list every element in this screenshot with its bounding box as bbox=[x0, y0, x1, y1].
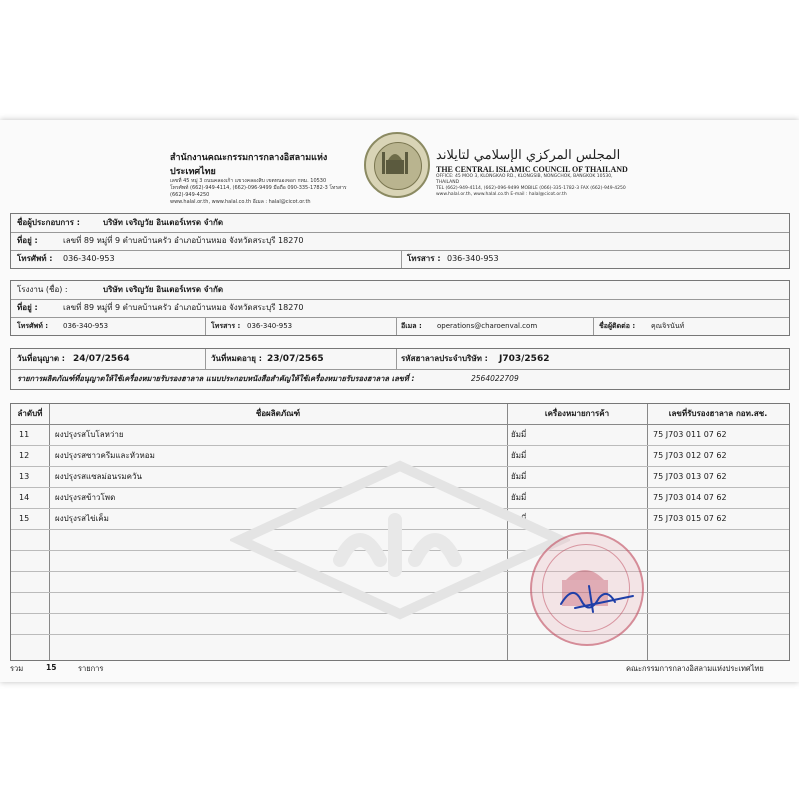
issuer-name: คณะกรรมการกลางอิสลามแห่งประเทศไทย bbox=[626, 664, 764, 673]
company-fax-label: โทรสาร : bbox=[407, 254, 441, 263]
row-cert-number: 75 J703 012 07 62 bbox=[653, 451, 727, 460]
factory-name-label: โรงงาน (ชื่อ) : bbox=[17, 285, 68, 294]
company-name: บริษัท เจริญวัย อินเตอร์เทรด จำกัด bbox=[103, 218, 224, 227]
table-row bbox=[11, 424, 789, 446]
row-cert-number: 75 J703 011 07 62 bbox=[653, 430, 727, 439]
row-product-name: ผงปรุงรสซาวครีมและหัวหอม bbox=[55, 451, 155, 460]
factory-email-label: อีเมล : bbox=[401, 322, 422, 330]
factory-fax-label: โทรสาร : bbox=[211, 322, 241, 330]
table-row bbox=[11, 487, 789, 509]
company-phone-label: โทรศัพท์ : bbox=[17, 254, 53, 263]
factory-address-label: ที่อยู่ : bbox=[17, 303, 38, 312]
row-product-name: ผงปรุงรสแซลม่อนรมควัน bbox=[55, 472, 142, 481]
table-row bbox=[11, 466, 789, 488]
factory-phone: 036-340-953 bbox=[63, 322, 109, 330]
row-number: 14 bbox=[19, 493, 30, 502]
factory-box bbox=[10, 280, 790, 336]
factory-fax: 036-340-953 bbox=[247, 322, 293, 330]
factory-name: บริษัท เจริญวัย อินเตอร์เทรด จำกัด bbox=[103, 285, 224, 294]
company-code-label: รหัสฮาลาลประจำบริษัท : bbox=[401, 354, 488, 363]
permit-note: รายการผลิตภัณฑ์ที่อนุญาตให้ใช้เครื่องหมายรับรองฮาลาล แนบประกอบหนังสือสำคัญให้ใช้เครื่องหมายรับรองฮาลาล เลขที่ : bbox=[17, 374, 415, 383]
company-box bbox=[10, 213, 790, 269]
row-cert-number: 75 J703 015 07 62 bbox=[653, 514, 727, 523]
org-address-english: OFFICE: 45 MOO 3, KLONGKAO RD., KLONGSIB, NONGCHOK, BANGKOK 10530, THAILAND bbox=[436, 174, 613, 185]
table-row-empty bbox=[11, 571, 789, 593]
row-number: 13 bbox=[19, 472, 30, 481]
row-cert-number: 75 J703 013 07 62 bbox=[653, 472, 727, 481]
product-table bbox=[10, 403, 790, 661]
row-brand: ยัมมี่ bbox=[511, 514, 527, 523]
col-header-no: ลำดับที่ bbox=[11, 404, 49, 425]
row-number: 11 bbox=[19, 430, 30, 439]
items-label: รายการ bbox=[78, 664, 104, 673]
header-english bbox=[436, 148, 636, 198]
row-brand: ยัมมี่ bbox=[511, 472, 527, 481]
row-product-name: ผงปรุงรสไข่เค็ม bbox=[55, 514, 109, 523]
company-address: เลขที่ 89 หมู่ที่ 9 ตำบลบ้านครัว อำเภอบ้านหมอ จังหวัดสระบุรี 18270 bbox=[63, 236, 304, 245]
factory-contact-label: ชื่อผู้ติดต่อ : bbox=[599, 322, 636, 330]
signature-icon bbox=[555, 578, 645, 618]
col-header-product: ชื่อผลิตภัณฑ์ bbox=[49, 404, 507, 425]
company-name-label: ชื่อผู้ประกอบการ : bbox=[17, 218, 80, 227]
approve-date-label: วันที่อนุญาต : bbox=[17, 354, 65, 363]
expire-date: 23/07/2565 bbox=[267, 354, 324, 364]
table-row bbox=[11, 445, 789, 467]
company-fax: 036-340-953 bbox=[447, 254, 499, 263]
total-label: รวม bbox=[10, 664, 24, 673]
row-cert-number: 75 J703 014 07 62 bbox=[653, 493, 727, 502]
permit-box bbox=[10, 348, 790, 390]
row-brand: ยัมมี่ bbox=[511, 493, 527, 502]
expire-date-label: วันที่หมดอายุ : bbox=[211, 354, 262, 363]
row-brand: ยัมมี่ bbox=[511, 451, 527, 460]
factory-phone-label: โทรศัพท์ : bbox=[17, 322, 49, 330]
factory-email: operations@charoenval.com bbox=[437, 322, 538, 330]
row-number: 12 bbox=[19, 451, 30, 460]
org-phone-english: TEL (662)-949-4114, (662)-096-9499 MOBILE (066)-335-1782-3 FAX (662)-949-4250 bbox=[436, 186, 626, 191]
org-name-arabic: المجلس المركزي الإسلامي لتايلاند bbox=[436, 148, 621, 163]
table-row-empty bbox=[11, 592, 789, 614]
company-code: J703/2562 bbox=[499, 354, 550, 364]
company-phone: 036-340-953 bbox=[63, 254, 115, 263]
org-name-english: THE CENTRAL ISLAMIC COUNCIL OF THAILAND bbox=[436, 165, 628, 174]
org-phone-thai: โทรศัพท์ (662)-949-4114, (662)-096-9499 มือถือ 090-335-1782-3 โทรสาร (662)-949-4250 bbox=[170, 185, 347, 198]
table-row-empty bbox=[11, 550, 789, 572]
company-address-label: ที่อยู่ : bbox=[17, 236, 38, 245]
row-product-name: ผงปรุงรสโบโลหว่าย bbox=[55, 430, 124, 439]
approve-date: 24/07/2564 bbox=[73, 354, 130, 364]
table-row-empty bbox=[11, 529, 789, 551]
certificate-sheet bbox=[0, 120, 799, 682]
header-thai bbox=[170, 150, 360, 206]
council-seal-logo bbox=[364, 132, 430, 198]
total-count: 15 bbox=[46, 663, 57, 672]
col-header-brand: เครื่องหมายการค้า bbox=[507, 404, 647, 425]
org-web-thai: www.halal.or.th, www.halal.co.th อีเมล : halal@cicot.or.th bbox=[170, 199, 311, 205]
factory-contact: คุณจิรนันท์ bbox=[651, 322, 685, 330]
row-number: 15 bbox=[19, 514, 30, 523]
row-product-name: ผงปรุงรสข้าวโพด bbox=[55, 493, 116, 502]
org-name-thai: สำนักงานคณะกรรมการกลางอิสลามแห่งประเทศไทย bbox=[170, 153, 328, 177]
table-row bbox=[11, 508, 789, 530]
org-address-thai: เลขที่ 45 หมู่ 3 ถนนคลองเก้า แขวงคลองสิบ เขตหนองจอก กทม. 10530 bbox=[170, 178, 327, 184]
org-web-english: www.halal.or.th, www.halal.co.th E-mail : halal@cicot.or.th bbox=[436, 192, 567, 197]
factory-address: เลขที่ 89 หมู่ที่ 9 ตำบลบ้านครัว อำเภอบ้านหมอ จังหวัดสระบุรี 18270 bbox=[63, 303, 304, 312]
permit-note-number: 2564022709 bbox=[471, 374, 519, 383]
col-header-cert: เลขที่รับรองฮาลาล กอท.สช. bbox=[647, 404, 789, 425]
row-brand: ยัมมี่ bbox=[511, 430, 527, 439]
table-row-empty bbox=[11, 613, 789, 635]
